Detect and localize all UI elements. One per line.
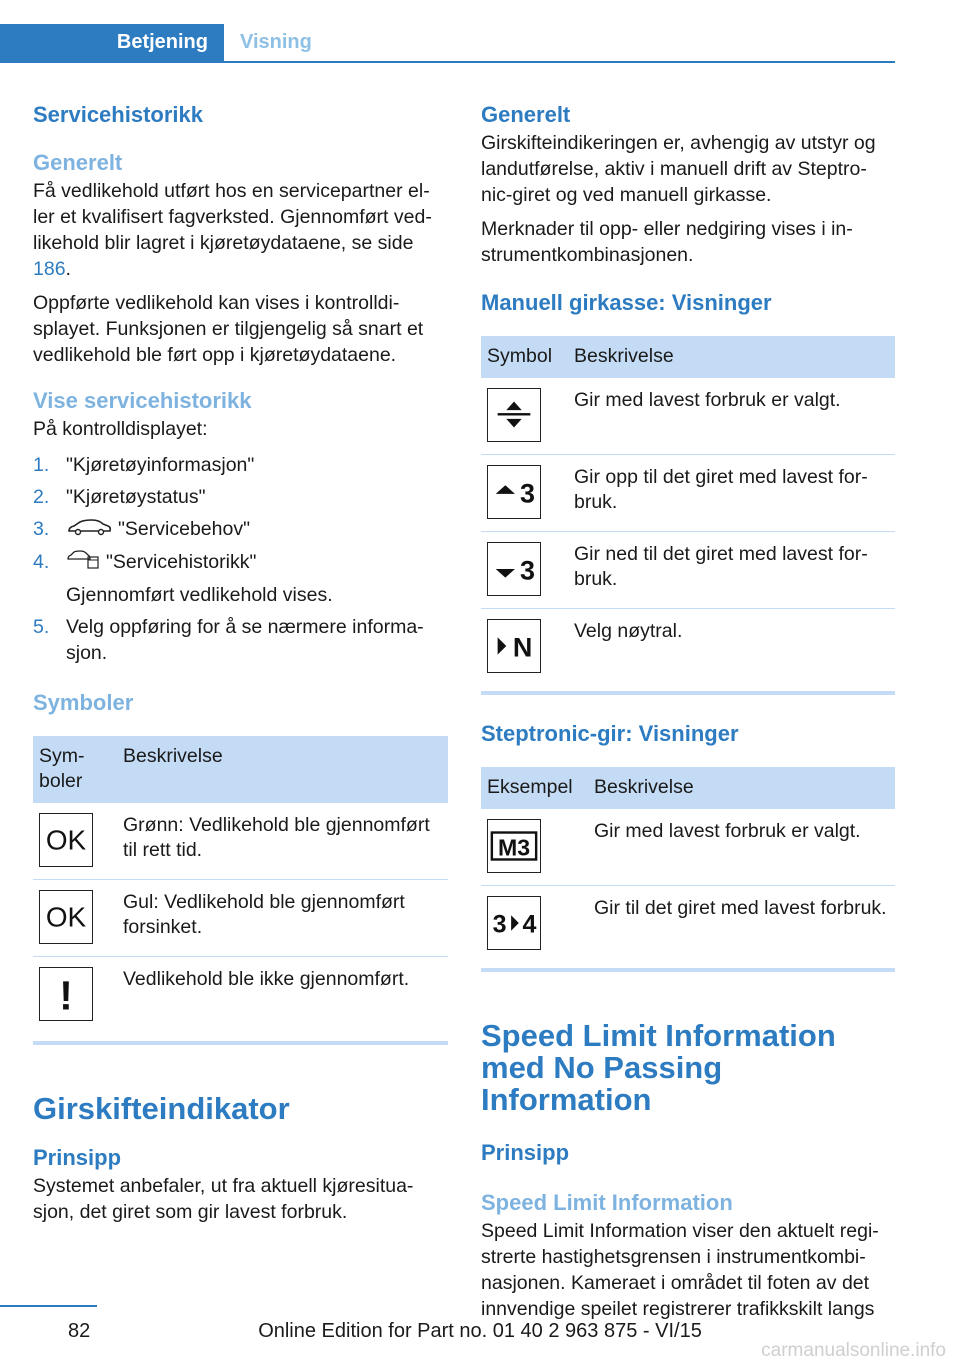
- tab-betjening[interactable]: Betjening: [0, 24, 224, 61]
- table-row: [481, 609, 895, 686]
- table-row: [481, 532, 895, 609]
- ok-yellow-icon: [39, 890, 93, 944]
- optimal-gear-icon: [487, 388, 541, 442]
- table-end-rule: [481, 968, 895, 972]
- description-cell: Gir ned til det giret med lavest for-bruk.: [568, 532, 895, 609]
- table-row: [481, 455, 895, 532]
- description-cell: Velg nøytral.: [574, 620, 683, 642]
- steptronic-table: [481, 767, 895, 962]
- servicehistorikk-heading: Servicehistorikk: [33, 102, 203, 127]
- table-end-rule: [481, 691, 895, 695]
- gear-number: 3: [519, 478, 535, 509]
- table-header-row: [481, 336, 895, 378]
- description-cell: Grønn: Vedlikehold ble gjennomført til rett tid.: [117, 803, 448, 880]
- step-subtext: Gjennomført vedlikehold vises.: [66, 584, 333, 607]
- vise-servicehistorikk-heading: Vise servicehistorikk: [33, 388, 252, 413]
- table-header-row: [33, 736, 448, 803]
- shift-up-icon: [487, 465, 541, 519]
- m3-icon: [487, 819, 541, 873]
- step-text: "Kjøretøyinformasjon": [66, 454, 255, 476]
- step-number: 5.: [33, 616, 50, 639]
- period-text: .: [65, 258, 71, 280]
- column-header-description: Beskrivelse: [568, 336, 895, 378]
- symbol-cell: [33, 880, 117, 957]
- table-row: [481, 378, 895, 455]
- steptronic-heading: Steptronic-gir: Visninger: [481, 721, 739, 746]
- step-3: [33, 516, 448, 543]
- gear-from: 3: [492, 910, 507, 939]
- service-history-icon: [66, 549, 100, 576]
- footer-rule: [0, 1305, 97, 1307]
- gear-to: 4: [522, 910, 537, 939]
- generelt-paragraph-2: Oppførte vedlikehold kan vises i kontrolldi-splayet. Funksjonen er tilgjengelig så snart et vedlikehold ble ført opp i kjøretøydataene.: [33, 292, 424, 366]
- watermark: carmanualsonline.info: [761, 1340, 946, 1361]
- sli-heading: Speed Limit Information: [481, 1190, 733, 1215]
- edition-text: Online Edition for Part no. 01 40 2 963 875 - VI/15: [258, 1320, 702, 1342]
- table-row: [33, 957, 448, 1034]
- table-row: [33, 880, 448, 957]
- symbol-cell: [481, 809, 588, 886]
- prinsipp-heading: Prinsipp: [33, 1145, 122, 1171]
- manual-gearbox-table: [481, 336, 895, 685]
- step-4: [33, 549, 448, 608]
- column-header-description: Beskrivelse: [117, 736, 448, 803]
- generelt-heading-right: Generelt: [481, 102, 571, 127]
- sli-paragraph: Speed Limit Information viser den aktuelt regi-strerte hastighetsgrensen i instrumentkombi-nasjonen. Kameraet i området til foten av det innvendige speilet registrerer trafikkskilt langs: [481, 1220, 879, 1320]
- gear-letter: N: [512, 632, 533, 663]
- exclamation-icon: [39, 967, 93, 1021]
- description-cell: Gir til det giret med lavest forbruk.: [594, 897, 887, 919]
- step-text: "Servicebehov": [118, 518, 250, 540]
- right-column: [481, 100, 895, 1330]
- generelt-text: Få vedlikehold utført hos en servicepartner el-ler et kvalifisert fagverksted. Gjennomført ved-likehold blir lagret i kjøretøydataene, se side: [33, 180, 432, 254]
- girskifteindikator-heading: Girskifteindikator: [33, 1091, 290, 1127]
- shift-down-icon: [487, 542, 541, 596]
- header-bar: [0, 24, 895, 63]
- gear-label: M3: [497, 834, 531, 861]
- step-text: "Servicehistorikk": [106, 550, 257, 573]
- steps-list: [33, 452, 448, 666]
- column-header-symbols: Sym-boler: [33, 736, 117, 803]
- column-header-description: Beskrivelse: [588, 767, 895, 809]
- step-5: [33, 614, 448, 666]
- column-header-example: Eksempel: [481, 767, 588, 809]
- table-row: [481, 809, 895, 886]
- table-header-row: [481, 767, 895, 809]
- manuell-girkasse-heading: Manuell girkasse: Visninger: [481, 290, 772, 315]
- symbol-cell: [481, 532, 568, 609]
- car-icon: [66, 517, 112, 543]
- ok-green-icon: [39, 813, 93, 867]
- generelt-paragraph-right: Girskifteindikeringen er, avhengig av utstyr og landutførelse, aktiv i manuell drift av Steptro-nic-giret og ved manuell girkasse.: [481, 132, 876, 206]
- step-number: 3.: [33, 518, 50, 540]
- table-row: [481, 886, 895, 963]
- tab-visning[interactable]: Visning: [240, 31, 312, 53]
- description-cell: Gir med lavest forbruk er valgt.: [568, 378, 895, 455]
- exclamation-label: !: [59, 972, 73, 1019]
- step-text: "Kjøretøystatus": [66, 486, 206, 508]
- vise-intro: På kontrolldisplayet:: [33, 418, 208, 440]
- ok-label: OK: [45, 824, 87, 856]
- step-2: [33, 484, 448, 510]
- neutral-icon: [487, 619, 541, 673]
- speed-limit-heading: Speed Limit Information med No Passing Information: [481, 1018, 836, 1117]
- table-row: [33, 803, 448, 880]
- step-number: 1.: [33, 454, 50, 476]
- left-column: [33, 100, 448, 1233]
- description-cell: Gir med lavest forbruk er valgt.: [588, 809, 895, 886]
- generelt-heading: Generelt: [33, 150, 123, 175]
- step-number: 4.: [33, 550, 50, 573]
- table-end-rule: [33, 1041, 448, 1045]
- symboler-heading: Symboler: [33, 690, 134, 716]
- symbols-table: [33, 736, 448, 1033]
- gear-3-to-4-icon: [487, 896, 541, 950]
- page-number: 82: [68, 1320, 91, 1342]
- page-link-186[interactable]: 186: [33, 258, 66, 280]
- prinsipp-paragraph: Systemet anbefaler, ut fra aktuell kjøresitua-sjon, det giret som gir lavest forbruk.: [33, 1175, 414, 1224]
- symbol-cell: [33, 803, 117, 880]
- symbol-cell: [481, 609, 568, 686]
- generelt-paragraph: [33, 178, 448, 282]
- description-cell: Gir opp til det giret med lavest for-bruk.: [568, 455, 895, 532]
- prinsipp-heading-right: Prinsipp: [481, 1140, 570, 1165]
- ok-label: OK: [45, 901, 87, 933]
- description-cell: Gul: Vedlikehold ble gjennomført forsinket.: [117, 880, 448, 957]
- symbol-cell: [33, 957, 117, 1034]
- generelt-paragraph-right-2: Merknader til opp- eller nedgiring vises i in-strumentkombinasjonen.: [481, 218, 853, 266]
- symbol-cell: [481, 455, 568, 532]
- symbol-cell: [481, 886, 588, 963]
- step-1: [33, 452, 448, 478]
- symbol-cell: [481, 378, 568, 455]
- column-header-symbol: Symbol: [481, 336, 568, 378]
- step-number: 2.: [33, 486, 50, 508]
- gear-number: 3: [519, 555, 535, 586]
- description-cell: Vedlikehold ble ikke gjennomført.: [123, 968, 410, 991]
- step-text: Velg oppføring for å se nærmere informa-sjon.: [66, 616, 424, 665]
